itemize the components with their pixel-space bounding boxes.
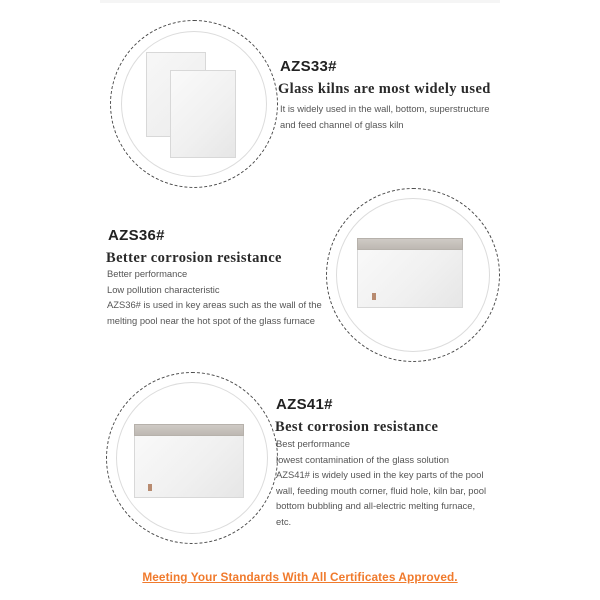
product-grade: AZS33# [280, 58, 337, 75]
product-description [107, 266, 322, 328]
description-line: Best performance [276, 438, 350, 449]
brick-mark [372, 293, 376, 300]
product-grade: AZS36# [108, 227, 165, 244]
product-image-azs33-front [170, 70, 236, 158]
product-headline: Best corrosion resistance [275, 419, 439, 435]
brick-mark [148, 484, 152, 491]
description-line: and feed channel of glass kiln [280, 118, 404, 130]
top-strip [100, 0, 500, 3]
certificates-link[interactable]: Meeting Your Standards With All Certificates Approved. [142, 570, 458, 584]
description-line: AZS41# is widely used in the key parts of the pool [276, 469, 484, 480]
product-description [280, 101, 489, 132]
description-line: Better performance [107, 268, 188, 279]
description-line: AZS36# is used in key areas such as the wall of the [107, 299, 322, 310]
description-line: wall, feeding mouth corner, fluid hole, kiln bar, pool [276, 484, 487, 496]
description-line: bottom bubbling and all-electric melting furnace, [276, 500, 476, 511]
description-line: It is widely used in the wall, bottom, superstructure [280, 103, 490, 114]
description-line: melting pool near the hot spot of the glass furnace [107, 314, 315, 326]
description-line: Low pollution characteristic [107, 283, 220, 295]
product-headline: Better corrosion resistance [106, 250, 282, 266]
description-line: lowest contamination of the glass solution [276, 453, 450, 465]
product-headline: Glass kilns are most widely used [278, 81, 491, 97]
description-line: etc. [276, 515, 292, 527]
product-grade: AZS41# [276, 396, 333, 413]
product-description [276, 436, 486, 529]
